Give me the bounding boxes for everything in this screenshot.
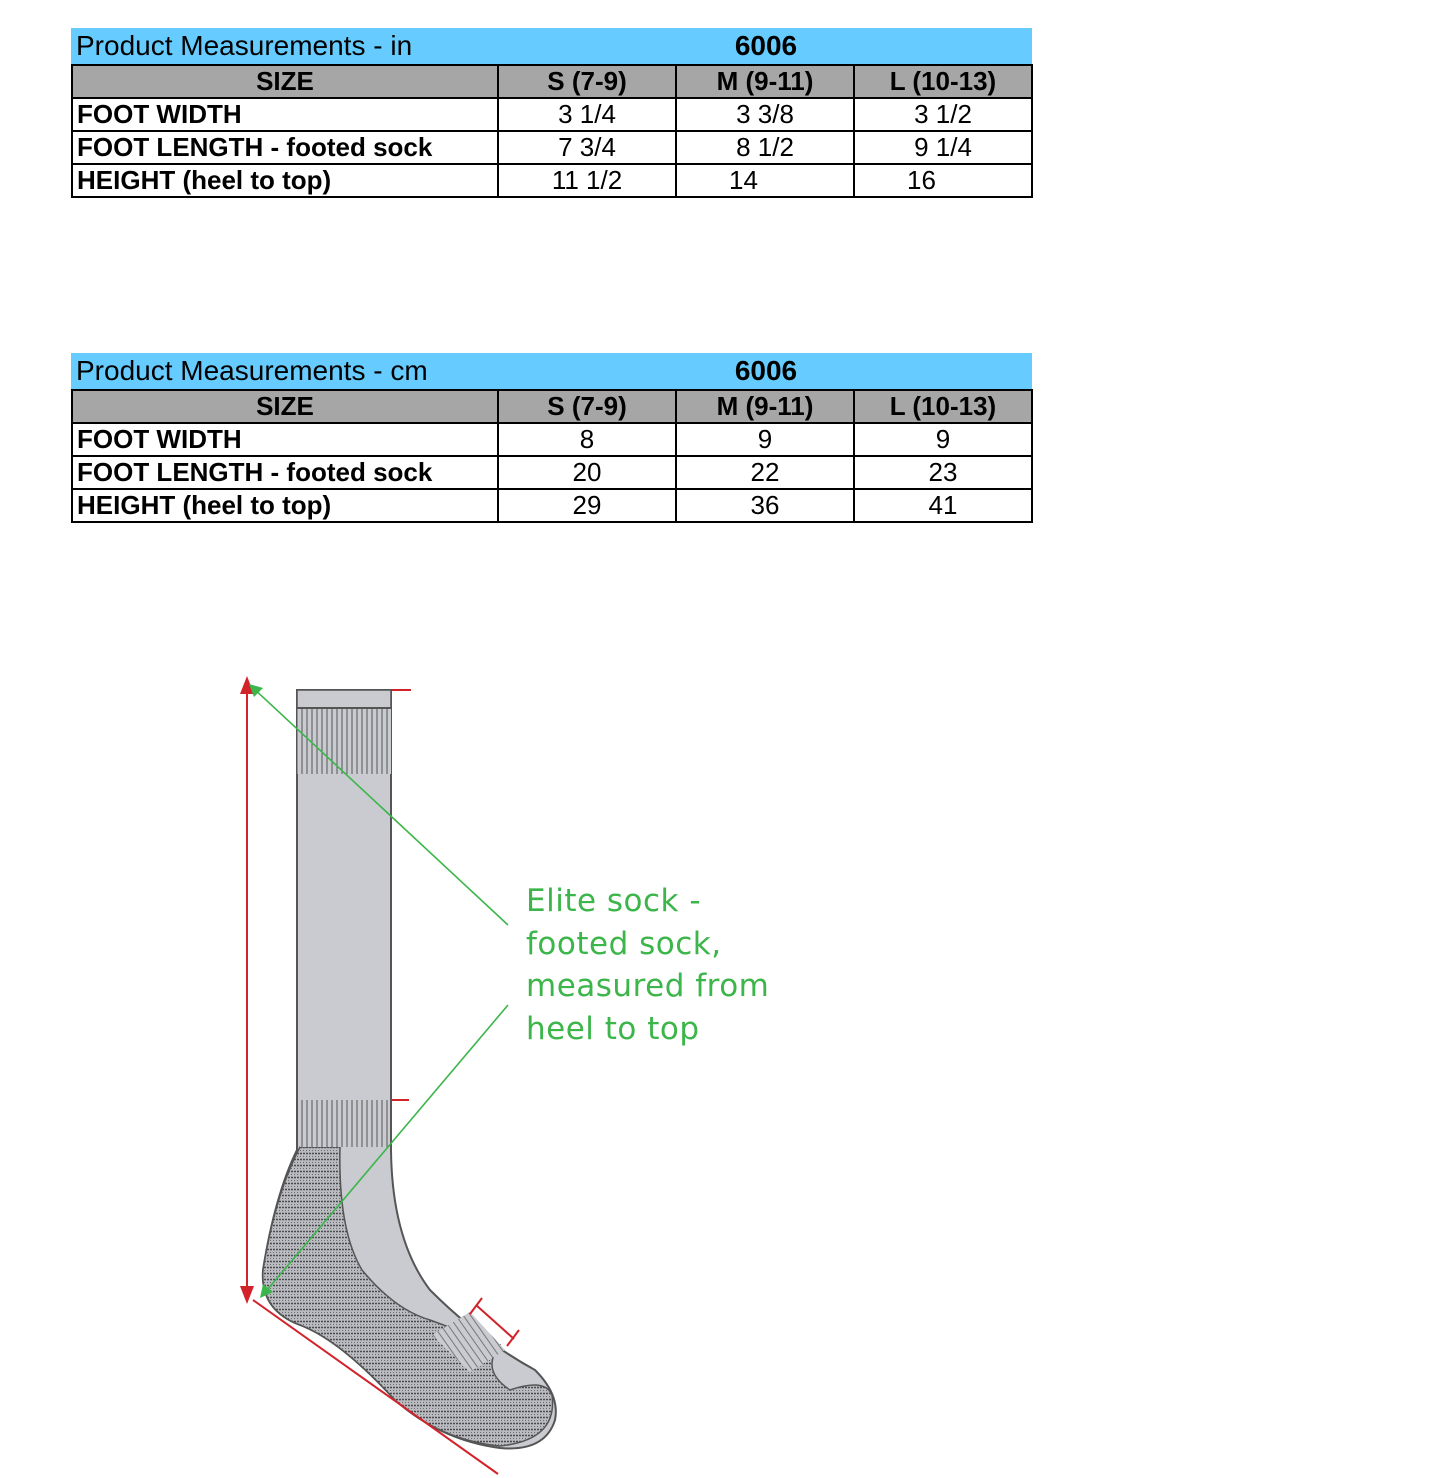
row-label: HEIGHT (heel to top) [72,489,498,522]
header-size: SIZE [72,390,498,423]
cell-value: 11 1/2 [498,164,676,197]
row-label: FOOT LENGTH - footed sock [72,456,498,489]
row-label: FOOT WIDTH [72,98,498,131]
table-title: Product Measurements - in [76,30,413,61]
header-small: S (7-9) [498,65,676,98]
header-large: L (10-13) [854,390,1032,423]
product-code: 6006 [734,30,798,61]
header-large: L (10-13) [854,65,1032,98]
cell-value: 9 [854,423,1032,456]
cell-value: 36 [676,489,854,522]
cell-value: 29 [498,489,676,522]
cell-value: 23 [854,456,1032,489]
cell-value: 41 [854,489,1032,522]
cell-value: 8 [498,423,676,456]
note-line: Elite sock - [526,883,702,919]
product-code: 6006 [734,355,798,386]
row-label: HEIGHT (heel to top) [72,164,498,197]
cell-value: 3 1/2 [854,98,1032,131]
header-medium: M (9-11) [676,390,854,423]
header-size: SIZE [72,65,498,98]
cell-value: 14 [676,164,854,197]
note-line: measured from [526,968,770,1004]
cell-value: 8 1/2 [676,131,854,164]
cell-value: 3 1/4 [498,98,676,131]
cell-value: 20 [498,456,676,489]
cell-value: 7 3/4 [498,131,676,164]
table-title: Product Measurements - cm [76,355,428,386]
header-small: S (7-9) [498,390,676,423]
cell-value: 22 [676,456,854,489]
note-line: footed sock, [526,925,722,962]
header-medium: M (9-11) [676,65,854,98]
sock-note [526,880,769,1050]
row-label: FOOT LENGTH - footed sock [72,131,498,164]
cell-value: 9 [676,423,854,456]
sock-shape [263,690,556,1448]
row-label: FOOT WIDTH [72,423,498,456]
cell-value: 9 1/4 [854,131,1032,164]
note-line: heel to top [526,1010,700,1047]
cell-value: 3 3/8 [676,98,854,131]
cell-value: 16 [854,164,1032,197]
